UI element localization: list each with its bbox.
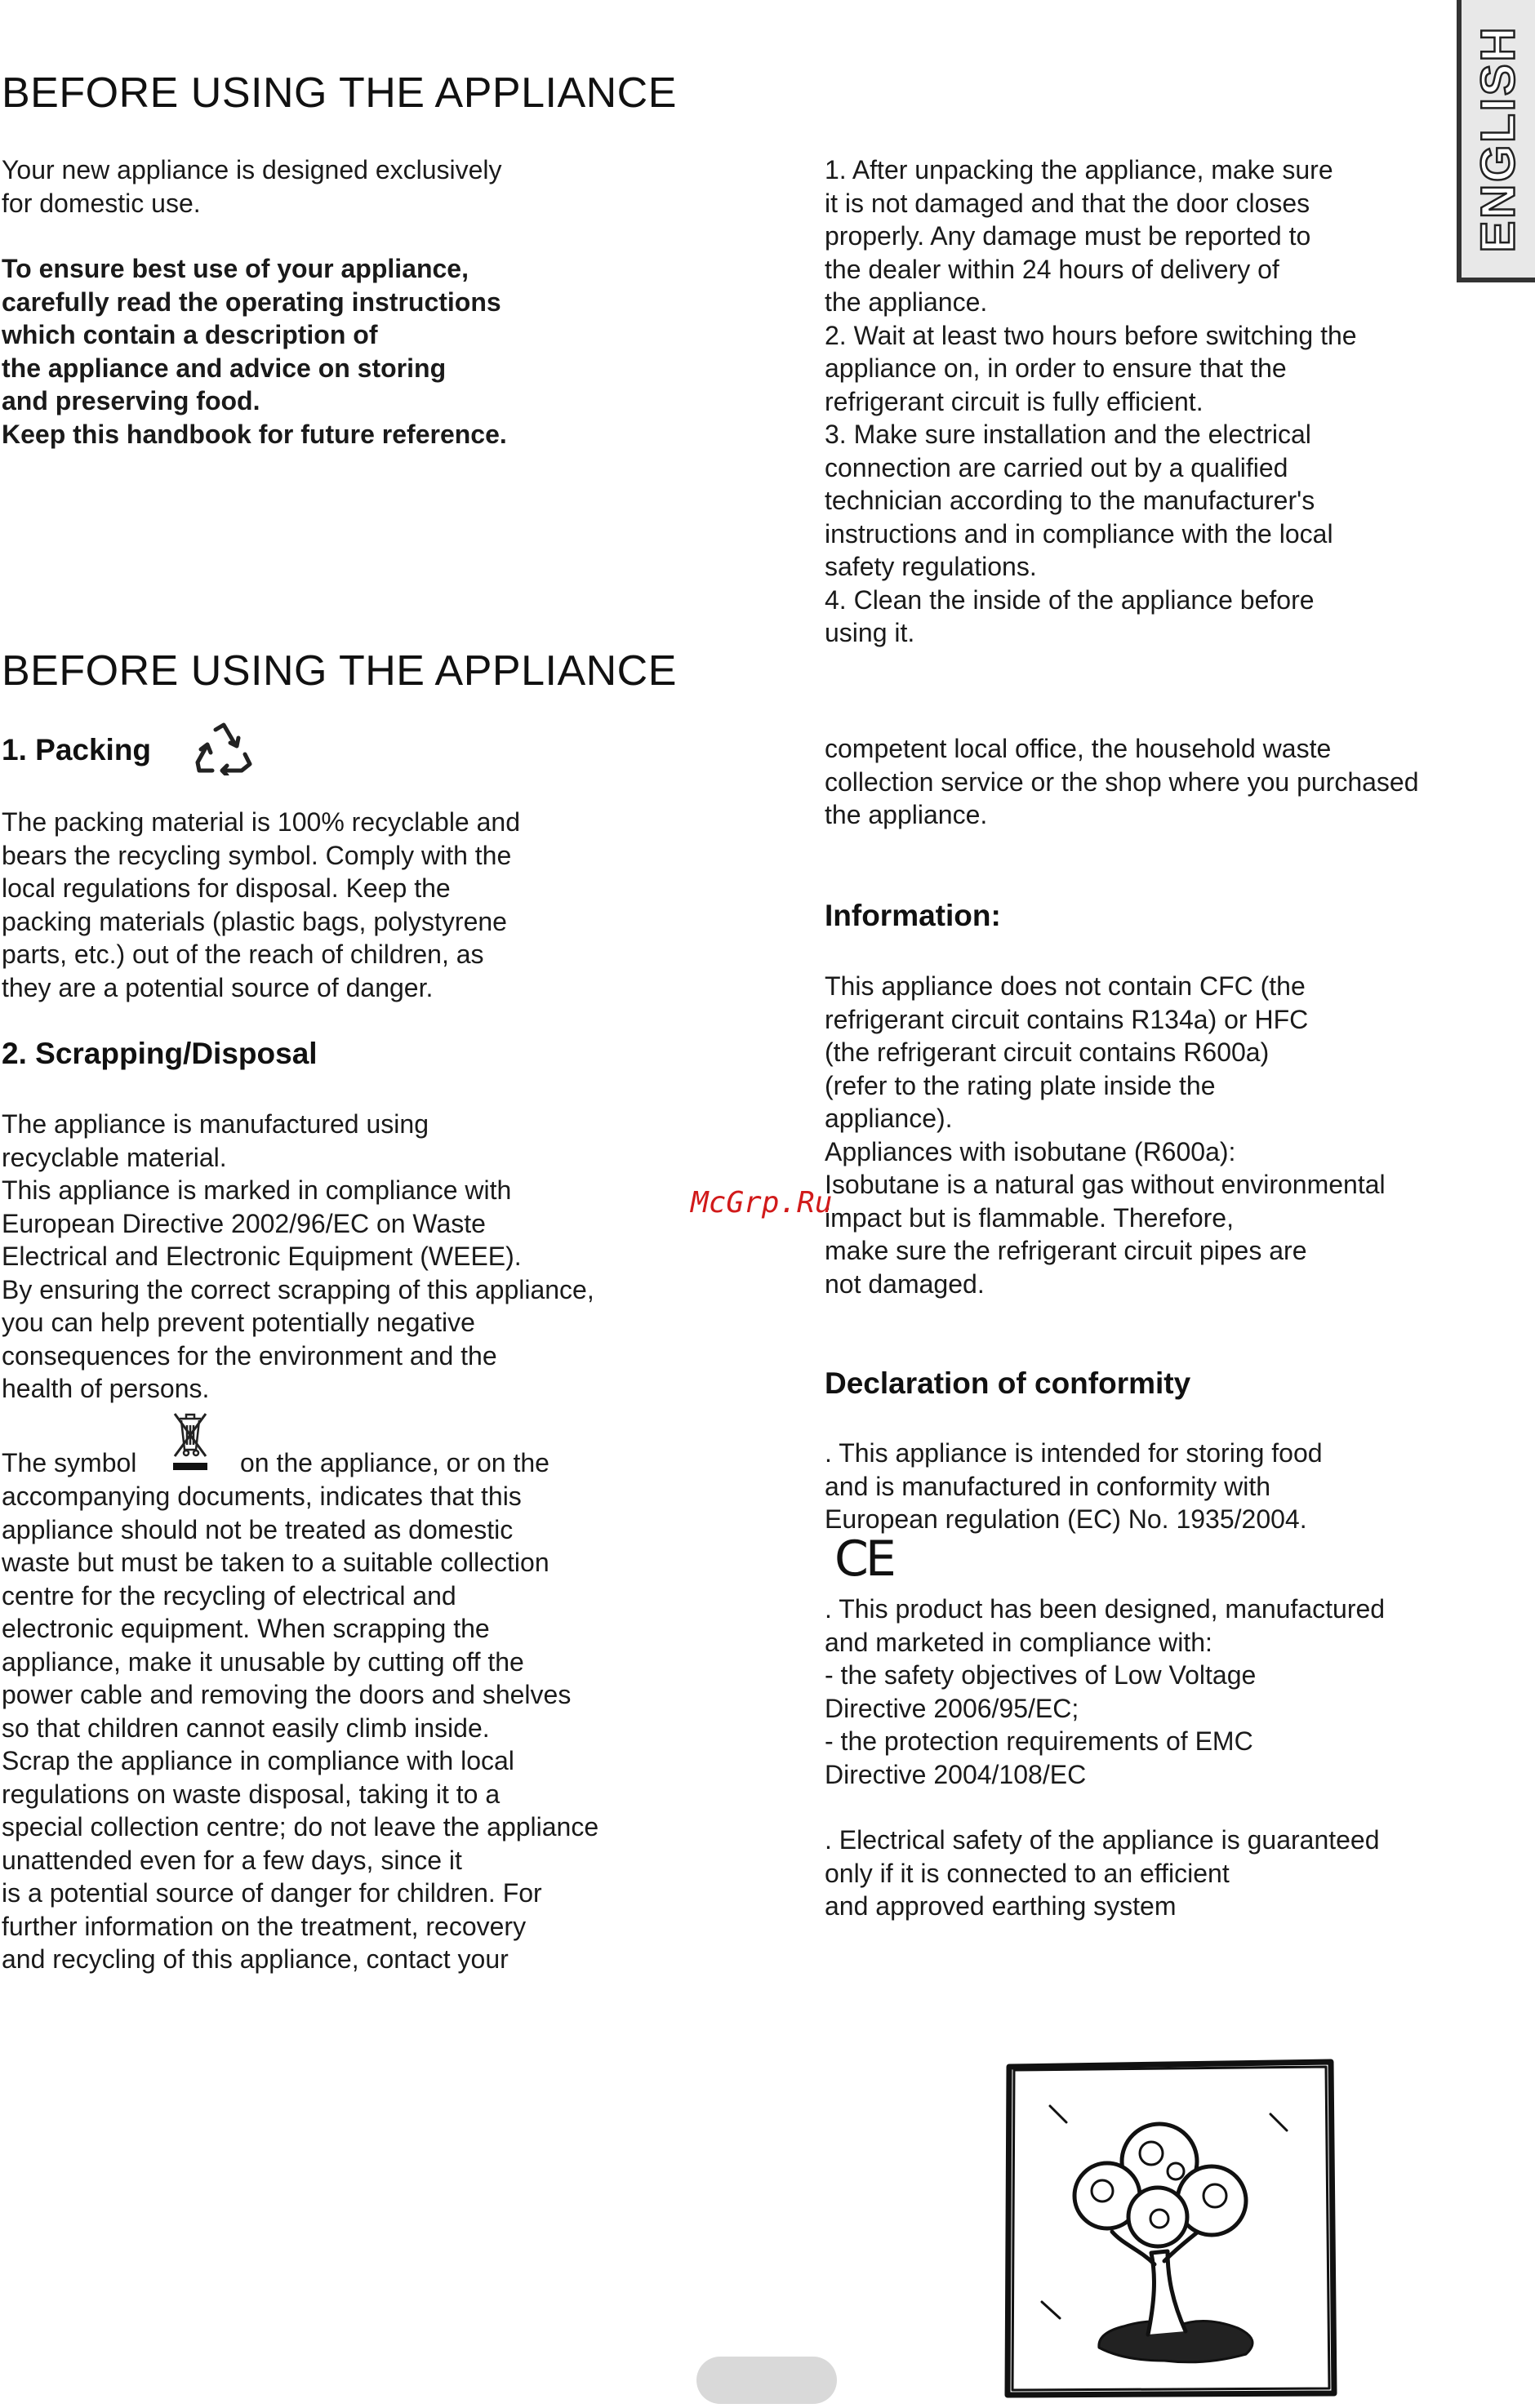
declaration-paragraph-1: . This appliance is intended for storing food and is manufactured in conformity with European regulation (EC) No. 1935/2004. [825, 1438, 1323, 1534]
intro-paragraph: Your new appliance is designed exclusively for domestic use. [2, 155, 502, 218]
tree-illustration-icon [1001, 2057, 1339, 2400]
heading-before-using-top: BEFORE USING THE APPLIANCE [2, 69, 677, 117]
heading-before-using-mid: BEFORE USING THE APPLIANCE [2, 647, 677, 695]
language-tab [1457, 0, 1535, 282]
language-tab-label: ENGLISH [1471, 24, 1525, 253]
disposal-continued-paragraph: competent local office, the household waste collection service or the shop where you purchased the appliance. [825, 734, 1419, 829]
ce-mark: CE [834, 1531, 893, 1588]
weee-bin-icon [170, 1409, 211, 1474]
symbol-prefix: The symbol [2, 1448, 137, 1477]
scrapping-paragraph: The appliance is manufactured using recyclable material. This appliance is marked in compliance with European Directive 2002/96/EC on Waste Electrical and Electronic Equipment (WEEE). By ensuring the correct scrapping of this appliance, you can help prevent potentially negative consequences for the environment and the health of persons. [2, 1109, 594, 1403]
scrapping-heading: 2. Scrapping/Disposal [2, 1037, 318, 1070]
declaration-paragraph-2: . This product has been designed, manufactured and marketed in compliance with: - the safety objectives of Low Voltage Directive 2006/95/EC; - the protection requirements of EMC Directive 2004/108/EC [825, 1594, 1386, 1789]
recycling-icon [194, 722, 253, 775]
information-paragraph: This appliance does not contain CFC (the refrigerant circuit contains R134a) or HFC (the refrigerant circuit contains R600a) (refer to the rating plate inside the appliance). Appliances with isobutane (R600a): Isobutane is a natural gas without environmental impact but is flammable. Therefore, make sure the refrigerant circuit pipes are not damaged. [825, 971, 1386, 1299]
intro-bold-paragraph: To ensure best use of your appliance, carefully read the operating instructions which contain a description of the appliance and advice on storing and preserving food. Keep this handbook for future reference. [2, 254, 507, 449]
page-number-oval [696, 2357, 837, 2404]
packing-paragraph: The packing material is 100% recyclable and bears the recycling symbol. Comply with the local regulations for disposal. Keep the packing materials (plastic bags, polystyrene parts, etc.) out of the reach of children, as they are a potential source of danger. [2, 807, 520, 1002]
symbol-suffix: on the appliance, or on the [240, 1448, 549, 1477]
declaration-paragraph-3: . Electrical safety of the appliance is guaranteed only if it is connected to an efficient and approved earthing system [825, 1825, 1380, 1921]
information-heading: Information: [825, 899, 1001, 932]
watermark: McGrp.Ru [691, 1186, 833, 1220]
steps-list: 1. After unpacking the appliance, make sure it is not damaged and that the door closes properly. Any damage must be reported to the dealer within 24 hours of delivery of the appliance. 2. Wait at least two hours before switching the appliance on, in order to ensure that the refrigerant circuit is fully efficient. 3. Make sure installation and the electrical connection are carried out by a qualified technician according to the manufacturer's instructions and in compliance with the local safety regulations. 4. Clean the inside of the appliance before using it. [825, 155, 1357, 647]
declaration-heading: Declaration of conformity [825, 1366, 1191, 1400]
scrapping-paragraph-2: accompanying documents, indicates that this appliance should not be treated as domestic waste but must be taken to a suitable collection centre for the recycling of electrical and electronic equipment. When scrapping the appliance, make it unusable by cutting off the power cable and removing the doors and shelves so that children cannot easily climb inside. Scrap the appliance in compliance with local regulations on waste disposal, taking it to a special collection centre; do not leave the appliance unattended even for a few days, since it is a potential source of danger for children. For further information on the treatment, recovery and recycling of this appliance, contact your [2, 1482, 599, 1974]
packing-heading: 1. Packing [2, 733, 152, 766]
